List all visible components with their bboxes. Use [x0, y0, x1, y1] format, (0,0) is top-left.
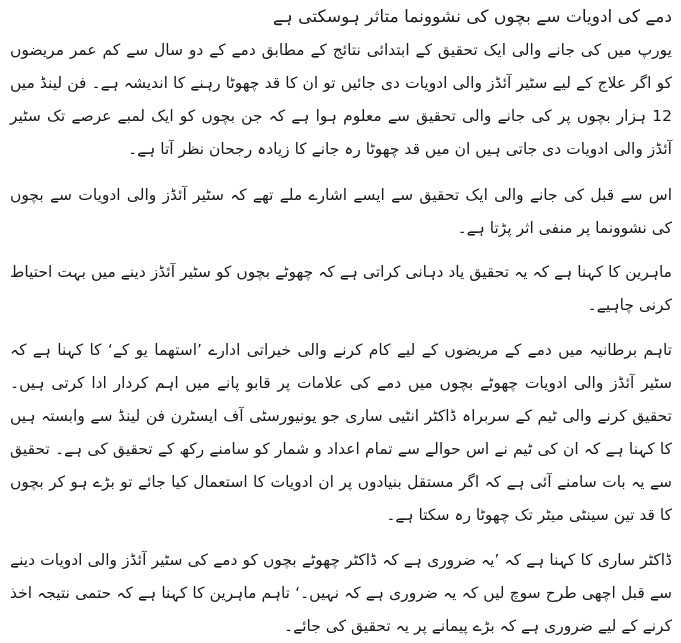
article-paragraph-1: یورپ میں کی جانے والی ایک تحقیق کے ابتدائی نتائج کے مطابق دمے کے دو سال سے کم عمر مریضوں کو اگر علاج کے لیے سٹیر آئڈز والی ادویات دی جائیں تو ان کا قد چھوٹا رہنے کا اندیشہ ہے۔ فن لینڈ میں 12 ہزار بچوں پر کی جانے والی تحقیق سے معلوم ہوا ہے کہ جن بچوں کو ایک لمبے عرصے تک سٹیر آئڈز والی ادویات دی جاتی ہیں ان میں قد چھوٹا رہ جانے کا زیادہ رجحان نظر آتا ہے۔	[10, 41, 672, 158]
news-article	[10, 0, 672, 643]
article-paragraph-3: ماہرین کا کہنا ہے کہ یہ تحقیق یاد دہانی کراتی ہے کہ چھوٹے بچوں کو سٹیر آئڈز دینے میں بہت احتیاط کرنی چاہیے۔	[10, 263, 672, 314]
article-paragraph-2: اس سے قبل کی جانے والی ایک تحقیق سے ایسے اشارے ملے تھے کہ سٹیر آئڈز والی ادویات سے بچوں کی نشوونما پر منفی اثر پڑتا ہے۔	[10, 186, 672, 237]
article-paragraph-4: تاہم برطانیہ میں دمے کے مریضوں کے لیے کام کرنے والی خیراتی ادارے ’استھما یو کے‘ کا کہنا ہے کہ سٹیر آئڈز والی ادویات چھوٹے بچوں میں دمے کی علامات پر قابو پانے میں اہم کردار ادا کرتی ہیں۔ تحقیق کرنے والی ٹیم کے سربراہ ڈاکٹر انٹیی ساری جو یونیورسٹی آف ایسٹرن فن لینڈ سے وابستہ ہیں کا کہنا ہے کہ ان کی ٹیم نے اس حوالے سے تمام اعداد و شمار کو سامنے رکھ کے تحقیق کی ہے۔ تحقیق سے یہ بات سامنے آئی ہے کہ اگر مستقل بنیادوں پر ان ادویات کا استعمال کیا جائے تو بڑے ہو کر بچوں کا قد تین سینٹی میٹر تک چھوٹا رہ سکتا ہے۔	[10, 341, 672, 524]
article-headline: دمے کی ادویات سے بچوں کی نشوونما متاثر ہوسکتی ہے	[272, 7, 672, 27]
article-paragraph-5: ڈاکٹر ساری کا کہنا ہے کہ ’یہ ضروری ہے کہ ڈاکٹر چھوٹے بچوں کو دمے کی سٹیر آئڈز والی ادویات دینے سے قبل اچھی طرح سوچ لیں کہ یہ ضروری ہے کہ نہیں۔‘ تاہم ماہرین کا کہنا ہے کہ حتمی نتیجہ اخذ کرنے کے لیے ضروری ہے کہ بڑے پیمانے پر یہ تحقیق کی جائے۔	[10, 551, 672, 635]
